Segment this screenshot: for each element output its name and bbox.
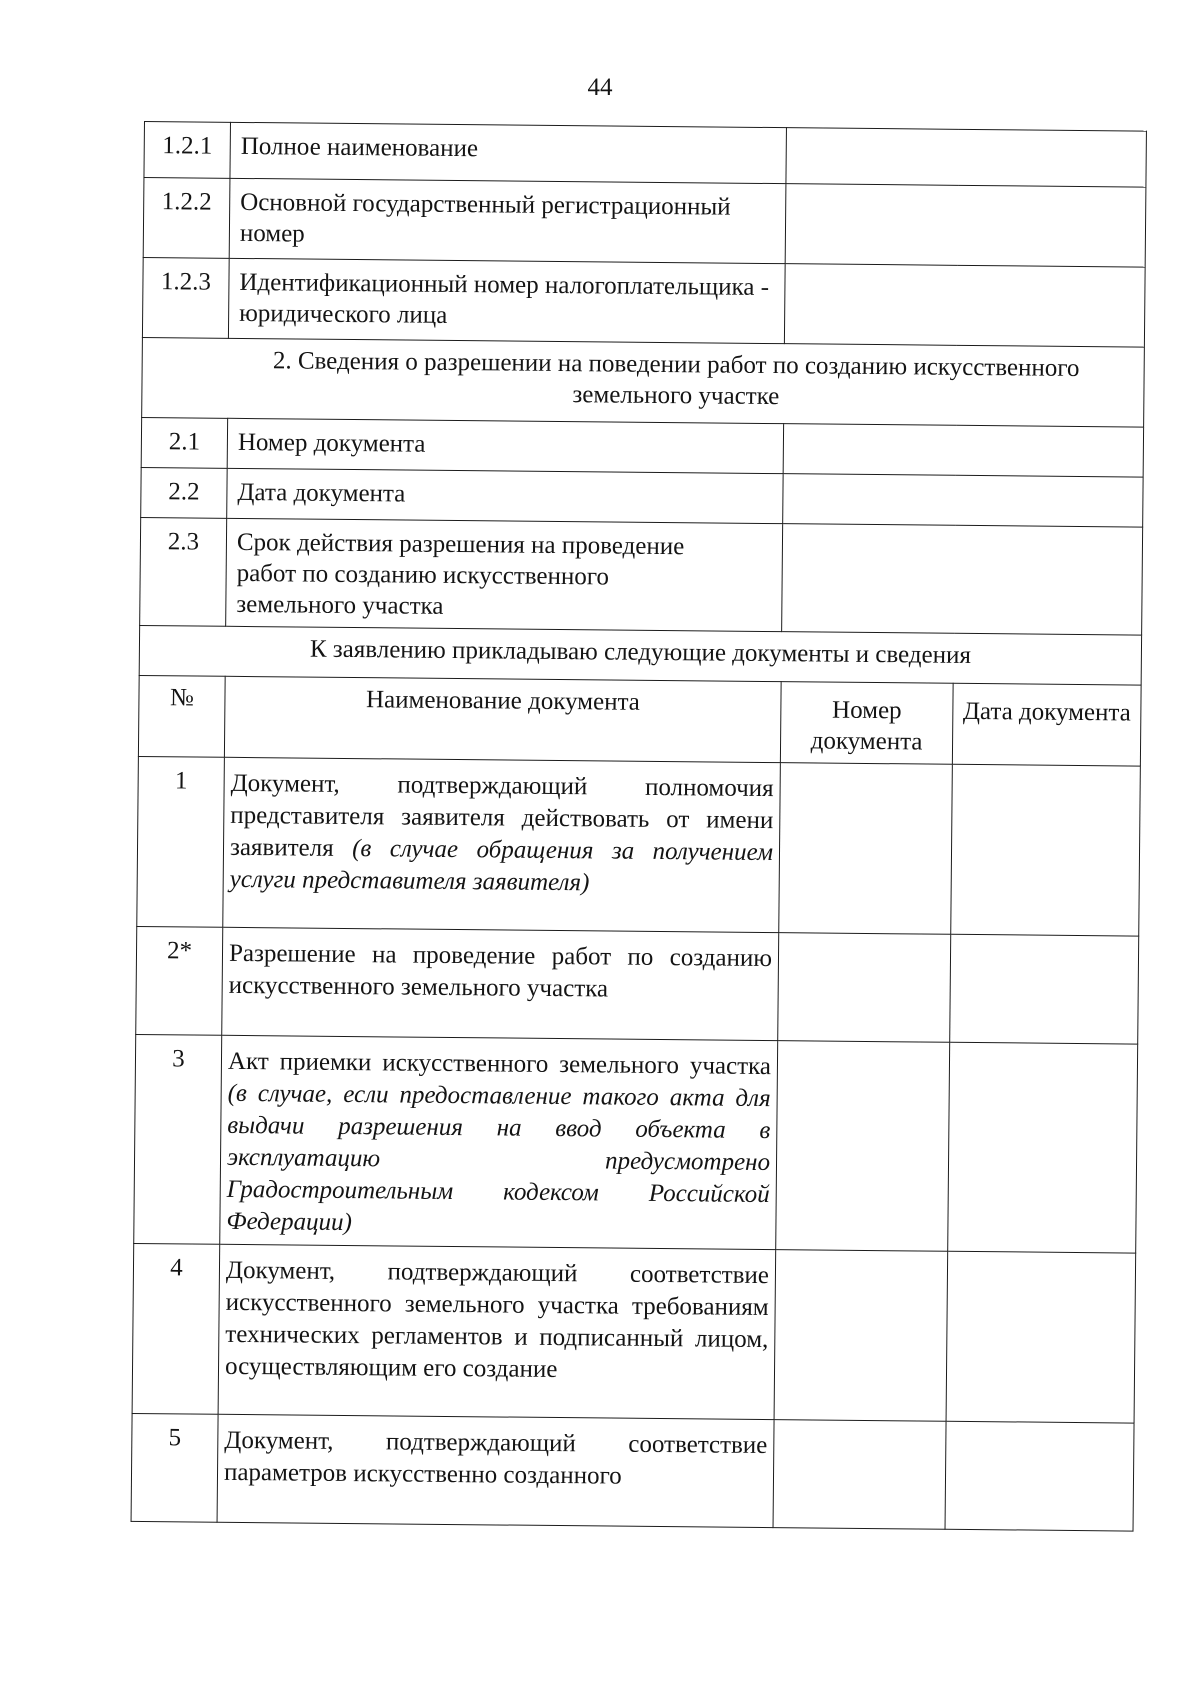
document-date-cell[interactable] bbox=[948, 1042, 1138, 1253]
document-name: Документ, подтверждающий соответствие параметров искусственно созданного bbox=[223, 1426, 768, 1490]
table-row bbox=[131, 1413, 1134, 1531]
row-label: Идентификационный номер налогоплательщика - юридического лица bbox=[228, 258, 785, 343]
header-document-number: Номер документа bbox=[780, 682, 953, 765]
value-cell[interactable] bbox=[783, 424, 1143, 477]
value-cell[interactable] bbox=[786, 128, 1147, 187]
header-document-date: Дата документа bbox=[952, 683, 1141, 766]
document-number-cell[interactable] bbox=[773, 1420, 946, 1530]
section-title: 2. Сведения о разрешении на поведении работ по созданию искусственного земельного участке bbox=[142, 337, 1145, 427]
row-number: 5 bbox=[131, 1413, 218, 1522]
application-form-table bbox=[131, 121, 1147, 1532]
row-number: 2.3 bbox=[140, 517, 227, 626]
document-name: Документ, подтверждающий полномочия представителя заявителя действовать от имени заявителя bbox=[229, 769, 774, 862]
row-number: 4 bbox=[132, 1243, 220, 1414]
row-number: 2* bbox=[136, 926, 223, 1035]
document-number-cell[interactable] bbox=[774, 1250, 948, 1422]
document-note: (в случае обращения за получением услуги представителя заявителя) bbox=[229, 835, 774, 897]
document-name-cell bbox=[222, 927, 779, 1040]
document-number-cell[interactable] bbox=[778, 933, 951, 1043]
row-number: 1.2.1 bbox=[144, 122, 231, 179]
row-label: Основной государственный регистрационный номер bbox=[229, 178, 786, 263]
section-heading-row bbox=[142, 337, 1145, 427]
value-cell[interactable] bbox=[783, 474, 1143, 527]
row-number: 1 bbox=[137, 756, 225, 927]
document-date-cell[interactable] bbox=[946, 1251, 1136, 1423]
row-label: Дата документа bbox=[227, 468, 783, 523]
row-number: 1.2.3 bbox=[142, 257, 229, 338]
row-label: Срок действия разрешения на проведение работ по созданию искусственного земельного участка bbox=[226, 518, 783, 631]
application-form-sheet bbox=[131, 121, 1146, 1532]
table-row bbox=[136, 926, 1139, 1044]
value-cell[interactable] bbox=[784, 264, 1145, 347]
row-number: 1.2.2 bbox=[143, 178, 230, 259]
table-row bbox=[134, 1034, 1138, 1253]
document-number-cell[interactable] bbox=[779, 763, 953, 935]
document-number-cell[interactable] bbox=[776, 1041, 950, 1252]
table-row bbox=[132, 1243, 1136, 1423]
row-label: Полное наименование bbox=[230, 122, 787, 183]
page-number: 44 bbox=[587, 74, 613, 101]
document-date-cell[interactable] bbox=[951, 764, 1141, 936]
value-cell[interactable] bbox=[785, 184, 1146, 267]
header-number: № bbox=[138, 675, 225, 757]
row-number: 2.2 bbox=[141, 467, 227, 518]
document-name-cell bbox=[223, 757, 781, 932]
document-name-cell bbox=[218, 1244, 776, 1419]
document-name: Разрешение на проведение работ по созданию искусственного земельного участка bbox=[228, 939, 773, 1003]
table-row bbox=[143, 178, 1146, 268]
document-name: Документ, подтверждающий соответствие искусственного земельного участка требованиям технических регламентов и подписанный лицом, осуществляющим его создание bbox=[224, 1256, 770, 1384]
document-name-cell bbox=[220, 1035, 778, 1249]
document-note: (в случае, если предоставление такого акта для выдачи разрешения на ввод объекта в эксплуатацию предусмотрено Градостроительным кодексом Российской Федерации) bbox=[226, 1079, 771, 1237]
row-number: 3 bbox=[134, 1034, 222, 1244]
table-row bbox=[137, 756, 1141, 936]
document-date-cell[interactable] bbox=[945, 1421, 1134, 1531]
row-number: 2.1 bbox=[141, 417, 227, 468]
header-document-name: Наименование документа bbox=[224, 676, 781, 762]
table-row bbox=[144, 122, 1146, 188]
attachments-title: К заявлению прикладываю следующие документы и сведения bbox=[139, 625, 1141, 685]
value-cell[interactable] bbox=[782, 524, 1143, 635]
table-row bbox=[140, 517, 1143, 635]
document-date-cell[interactable] bbox=[950, 934, 1139, 1044]
table-row bbox=[142, 257, 1145, 347]
row-label: Номер документа bbox=[227, 418, 783, 473]
table-header-row bbox=[138, 675, 1141, 766]
document-name-cell bbox=[217, 1414, 774, 1527]
document-name: Акт приемки искусственного земельного участка bbox=[227, 1047, 772, 1081]
